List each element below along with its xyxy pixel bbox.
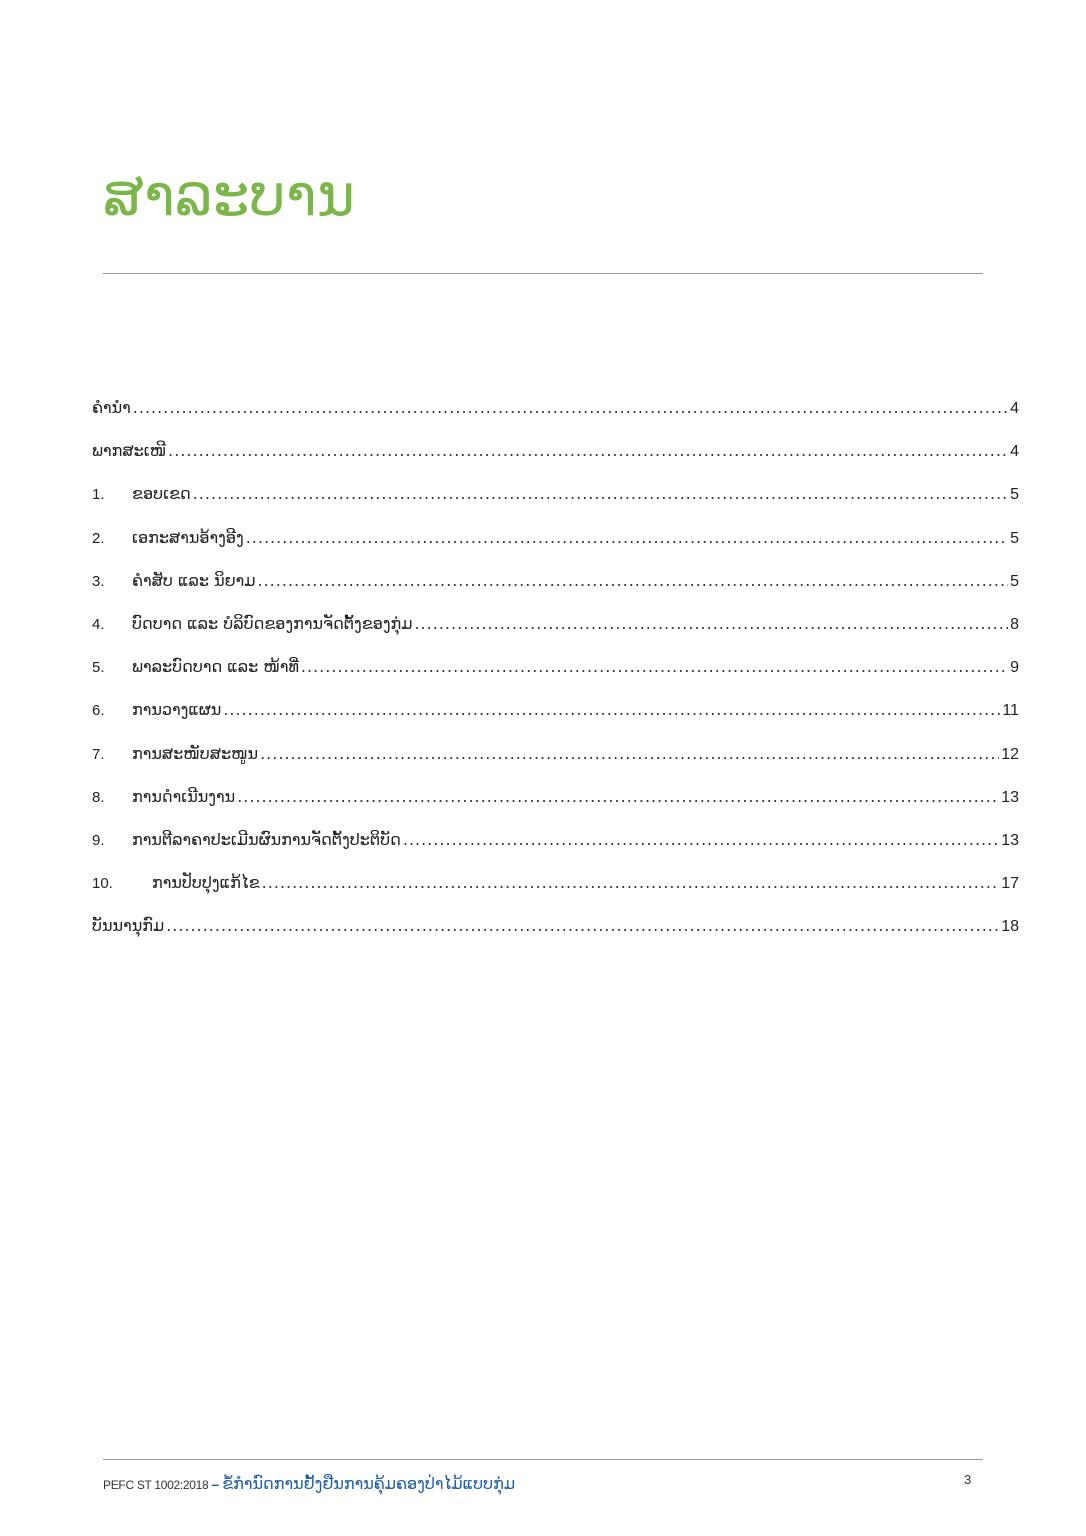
- toc-entry-4[interactable]: [92, 604, 1019, 647]
- toc-entry-foreword[interactable]: [92, 388, 1019, 431]
- toc-entry-text: ການຕີລາຄາປະເມີນຜົນການຈັດຕັ້ງປະຕິບັດ: [132, 829, 401, 849]
- toc-entry-page: 8: [1010, 615, 1019, 633]
- toc-entry-3[interactable]: [92, 561, 1019, 604]
- toc-leader-dots: [415, 604, 1009, 644]
- toc-entry-text: ການວາງແຜນ: [132, 700, 222, 720]
- toc-entry-text: ການສະໜັບສະໜູນ: [132, 743, 259, 763]
- toc-leader-dots: [257, 561, 1008, 601]
- toc-leader-dots: [262, 863, 1000, 903]
- toc-entry-introduction[interactable]: [92, 431, 1019, 474]
- footer-divider: [103, 1459, 983, 1460]
- toc-entry-2[interactable]: [92, 518, 1019, 561]
- toc-entry-text: ເອກະສານອ້າງອີງ: [132, 527, 244, 547]
- toc-entry-text: ການດຳເນີນງານ: [132, 786, 236, 806]
- toc-entry-text: ບັນນານຸກົມ: [92, 916, 165, 936]
- toc-entry-page: 9: [1010, 659, 1019, 677]
- toc-entry-6[interactable]: [92, 690, 1019, 733]
- toc-entry-page: 17: [1001, 875, 1019, 893]
- toc-leader-dots: [166, 906, 999, 946]
- toc-leader-dots: [237, 777, 999, 817]
- toc-entry-number: 7.: [92, 745, 105, 763]
- toc-entry-page: 4: [1010, 400, 1019, 417]
- toc-entry-1[interactable]: [92, 474, 1019, 517]
- toc-entry-8[interactable]: [92, 777, 1019, 820]
- toc-entry-7[interactable]: [92, 734, 1019, 777]
- toc-entry-page: 13: [1001, 831, 1019, 849]
- toc-entry-text: ຂອບເຂດ: [132, 484, 191, 504]
- page-number: 3: [964, 1472, 972, 1487]
- page-footer: [103, 1474, 515, 1493]
- toc-entry-page: 5: [1010, 529, 1019, 547]
- title-divider: [103, 273, 983, 274]
- toc-entry-number: 6.: [92, 702, 105, 720]
- toc-entry-number: 4.: [92, 615, 105, 633]
- toc-entry-9[interactable]: [92, 820, 1019, 863]
- table-of-contents: [92, 388, 1019, 949]
- toc-entry-page: 18: [1001, 918, 1019, 936]
- toc-entry-page: 4: [1010, 443, 1019, 461]
- toc-entry-number: 8.: [92, 788, 105, 806]
- footer-dash: –: [211, 1476, 220, 1492]
- toc-leader-dots: [193, 474, 1008, 514]
- toc-entry-page: 12: [1001, 745, 1019, 763]
- toc-entry-text: ການປັບປຸງແກ້ໄຂ: [152, 873, 260, 893]
- toc-entry-page: 11: [1002, 702, 1019, 720]
- footer-standard-code: PEFC ST 1002:2018: [103, 1478, 209, 1492]
- footer-document-title: ຂໍ້ກຳນົດການຢັ້ງຢືນການຄຸ້ມຄອງປ່າໄມ້ແບບກຸ່ມ: [222, 1474, 516, 1493]
- toc-leader-dots: [246, 518, 1008, 558]
- toc-entry-number: 9.: [92, 831, 105, 849]
- toc-entry-number: 3.: [92, 572, 105, 590]
- toc-entry-number: 5.: [92, 659, 105, 677]
- toc-entry-10[interactable]: [92, 863, 1019, 906]
- toc-entry-page: 13: [1001, 788, 1019, 806]
- toc-leader-dots: [260, 734, 999, 774]
- toc-leader-dots: [403, 820, 999, 860]
- toc-entry-text: ຄຳສັບ ແລະ ນິຍາມ: [132, 570, 256, 590]
- toc-entry-bibliography[interactable]: [92, 906, 1019, 949]
- toc-leader-dots: [301, 647, 1008, 687]
- toc-entry-text: ຄຳນຳ: [92, 398, 131, 417]
- toc-leader-dots: [133, 388, 1008, 428]
- toc-entry-number: 2.: [92, 529, 105, 547]
- toc-leader-dots: [223, 690, 1000, 730]
- toc-entry-page: 5: [1010, 572, 1019, 590]
- toc-entry-number: 1.: [92, 486, 105, 504]
- toc-entry-text: ພາລະບົດບາດ ແລະ ໜ້າທີ່: [132, 657, 299, 677]
- toc-entry-number: 10.: [92, 875, 113, 893]
- toc-entry-text: ບົດບາດ ແລະ ບໍລິບົດຂອງການຈັດຕັ້ງຂອງກຸ່ມ: [132, 613, 413, 633]
- toc-entry-5[interactable]: [92, 647, 1019, 690]
- toc-entry-page: 5: [1010, 486, 1019, 504]
- toc-entry-text: ພາກສະເໜີ: [92, 441, 167, 461]
- toc-leader-dots: [168, 431, 1008, 471]
- page-title: ສາລະບານ: [103, 161, 356, 229]
